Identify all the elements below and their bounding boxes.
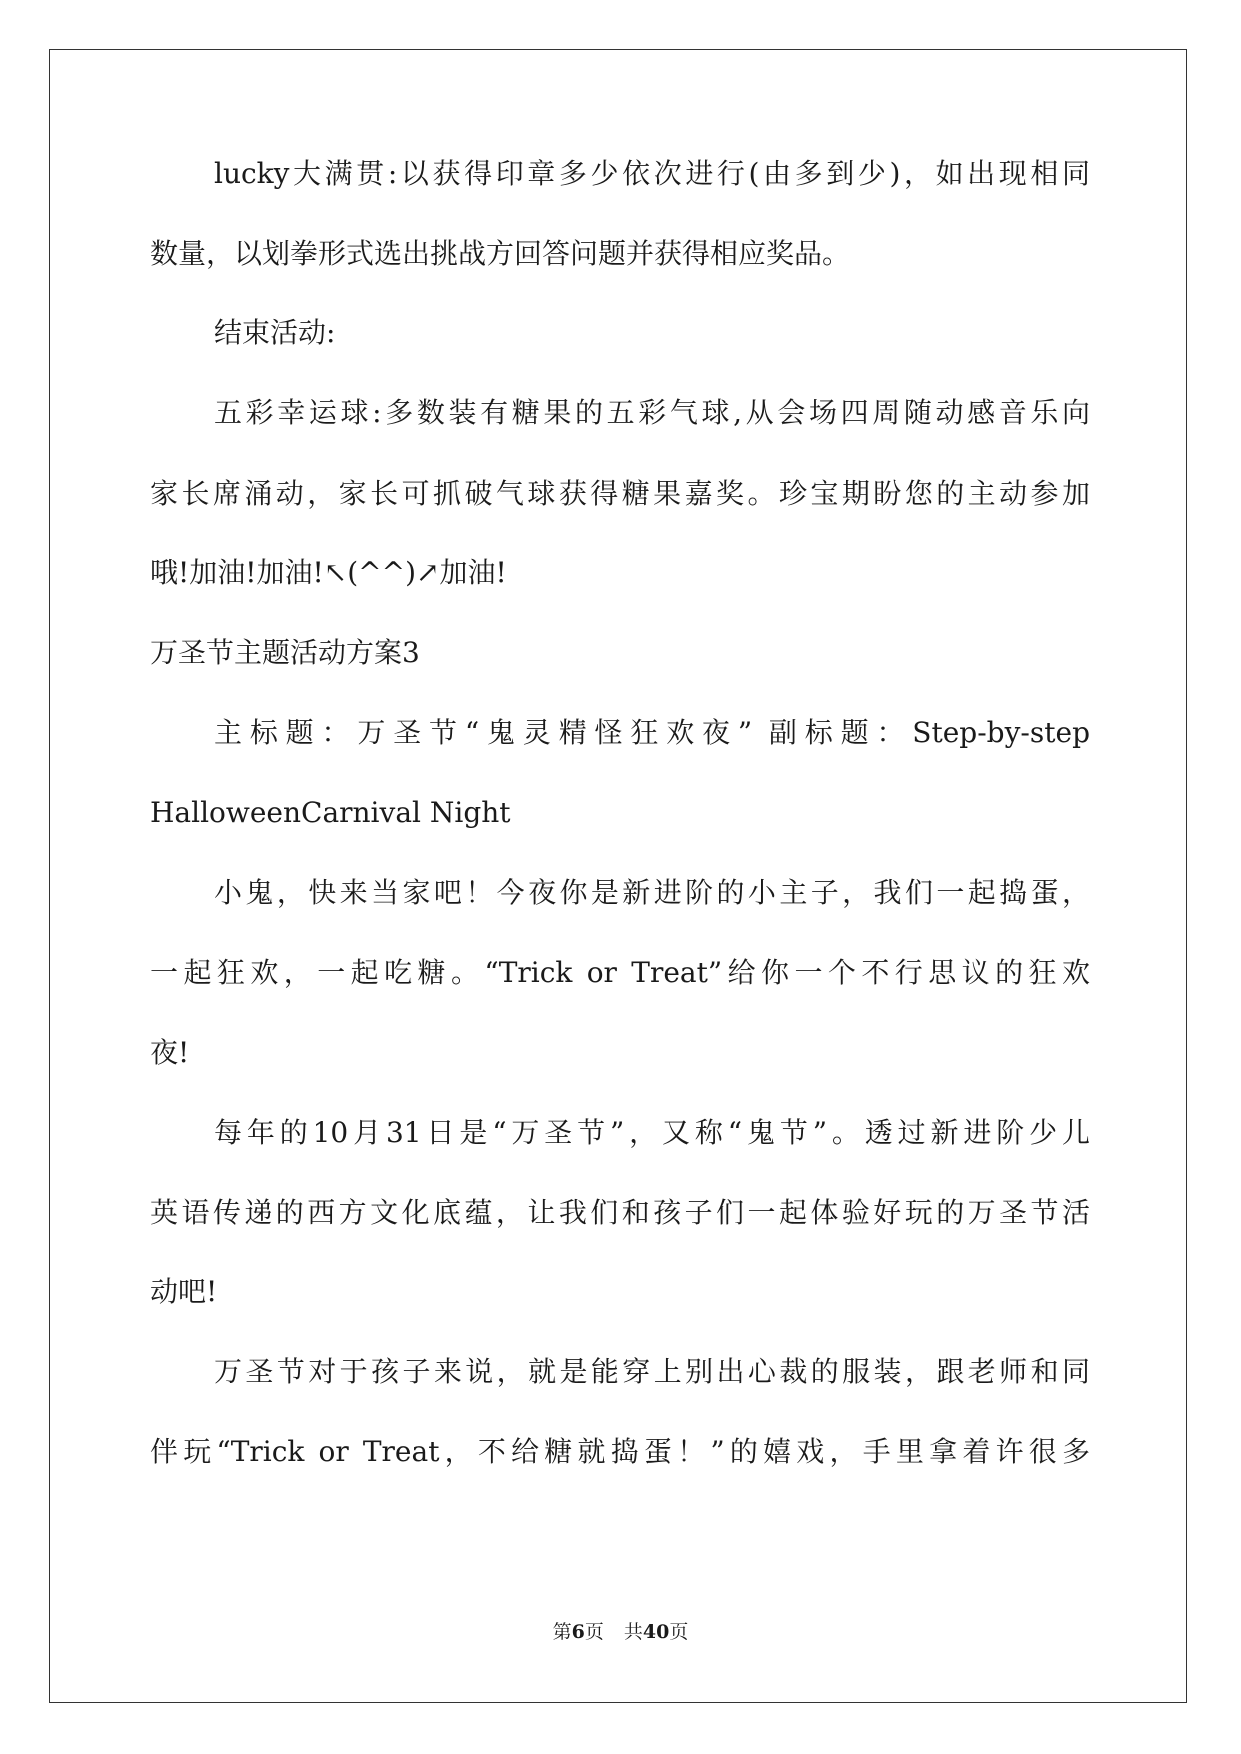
footer-page-suffix: 页	[584, 1621, 604, 1643]
paragraph-line: 哦!加油!加油!↖(^^)↗加油!	[150, 556, 507, 589]
paragraph-line: 一起狂欢，一起吃糖。“Trick or Treat”给你一个不行思议的狂欢	[150, 956, 1090, 989]
paragraph-line: 每年的10月31日是“万圣节”，又称“鬼节”。透过新进阶少儿	[214, 1116, 1090, 1149]
paragraph-line: 结束活动:	[214, 316, 336, 349]
page-footer	[0, 1618, 1241, 1646]
paragraph-line: 主标题：万圣节“鬼灵精怪狂欢夜” 副标题：Step-by-step	[214, 716, 1090, 749]
footer-total-prefix: 共	[623, 1621, 643, 1643]
footer-total-suffix: 页	[669, 1621, 689, 1643]
paragraph-line: lucky大满贯:以获得印章多少依次进行(由多到少)，如出现相同	[214, 157, 1090, 190]
paragraph-line: 夜!	[150, 1036, 190, 1069]
page-number: 6	[571, 1621, 585, 1643]
paragraph-line: 伴玩“Trick or Treat，不给糖就捣蛋！”的嬉戏，手里拿着许很多	[150, 1435, 1090, 1468]
paragraph-line: 英语传递的西方文化底蕴，让我们和孩子们一起体验好玩的万圣节活	[150, 1196, 1090, 1229]
paragraph-line: 数量，以划拳形式选出挑战方回答问题并获得相应奖品。	[150, 237, 851, 270]
paragraph-line: 动吧!	[150, 1275, 218, 1308]
total-pages: 40	[642, 1621, 670, 1643]
paragraph-line: 万圣节对于孩子来说，就是能穿上别出心裁的服装，跟老师和同	[214, 1355, 1090, 1388]
paragraph-line: 五彩幸运球:多数装有糖果的五彩气球,从会场四周随动感音乐向	[214, 396, 1090, 429]
footer-prefix: 第	[552, 1621, 572, 1643]
section-heading: 万圣节主题活动方案3	[150, 636, 420, 669]
paragraph-line: HalloweenCarnival Night	[150, 796, 511, 829]
paragraph-line: 家长席涌动，家长可抓破气球获得糖果嘉奖。珍宝期盼您的主动参加	[150, 477, 1090, 510]
paragraph-line: 小鬼，快来当家吧！今夜你是新进阶的小主子，我们一起捣蛋，	[214, 876, 1090, 909]
